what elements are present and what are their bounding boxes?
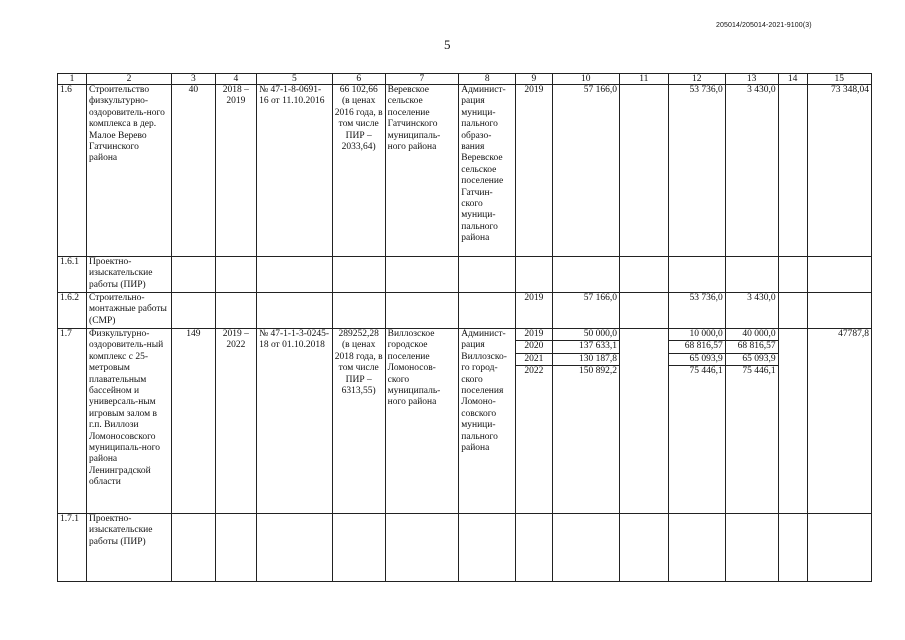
column-header: 10 [552, 74, 619, 85]
column-header: 6 [332, 74, 385, 85]
expertise-conclusion: № 47-1-1-3-0245-18 от 01.10.2018 [257, 329, 333, 514]
total-amount: 50 000,0 [553, 329, 619, 341]
table-row [58, 329, 872, 514]
regional-budget: 10 000,0 [669, 329, 725, 341]
table-row [58, 293, 872, 329]
year: 2019 [516, 85, 552, 257]
remaining-cost: 47787,8 [807, 329, 871, 514]
row-number: 1.7.1 [58, 514, 87, 582]
customer: Админист-рация Виллозско-го город-ского поселения Ломоно-совского муници-пального района [459, 329, 516, 514]
regional-budget: 68 816,57 [669, 341, 725, 353]
column-header: 12 [668, 74, 725, 85]
capacity: 40 [172, 85, 216, 257]
local-budget: 3 430,0 [725, 85, 778, 257]
estimated-cost: 289252,28 (в ценах 2018 года, в том числе ПИР – 6313,55) [332, 329, 385, 514]
document-code: 205014/205014-2021-9100(3) [716, 22, 812, 29]
column-header: 3 [172, 74, 216, 85]
total-amount: 57 166,0 [552, 293, 619, 329]
column-header: 8 [459, 74, 516, 85]
period: 2019 – 2022 [215, 329, 256, 514]
row-number: 1.6 [58, 85, 87, 257]
column-header: 5 [257, 74, 333, 85]
local-budget-list [725, 329, 778, 514]
column-header: 13 [725, 74, 778, 85]
total-amount: 150 892,2 [578, 366, 617, 377]
total-amount-list [552, 329, 619, 514]
expertise-conclusion: № 47-1-8-0691-16 от 11.10.2016 [257, 85, 333, 257]
year: 2020 [516, 341, 551, 353]
period: 2018 – 2019 [215, 85, 256, 257]
capacity: 149 [172, 329, 216, 514]
regional-budget: 75 446,1 [689, 366, 723, 377]
local-budget: 68 816,57 [726, 341, 778, 353]
column-header: 2 [87, 74, 172, 85]
municipality: Виллозское городское поселение Ломоносов-ского муниципаль-ного района [385, 329, 459, 514]
local-budget: 65 093,9 [726, 354, 778, 366]
column-header: 14 [778, 74, 807, 85]
table-row [58, 514, 872, 582]
column-header: 9 [516, 74, 552, 85]
row-number: 1.6.1 [58, 257, 87, 293]
page-number: 5 [444, 37, 451, 52]
customer: Админист-рация муници-пального образо-вания Веревское сельское поселение Гатчин-ского муници-пального района [459, 85, 516, 257]
data-table [57, 73, 872, 582]
cell-c14 [778, 85, 807, 257]
regional-budget-list [668, 329, 725, 514]
regional-budget: 53 736,0 [668, 293, 725, 329]
municipality: Веревское сельское поселение Гатчинского муниципаль-ного района [385, 85, 459, 257]
object-name: Строительство физкультурно-оздоровитель-ного комплекса в дер. Малое Верево Гатчинского района [87, 85, 172, 257]
cell-c11 [619, 85, 668, 257]
regional-budget: 53 736,0 [668, 85, 725, 257]
object-name: Проектно-изыскательские работы (ПИР) [87, 257, 172, 293]
object-name: Проектно-изыскательские работы (ПИР) [87, 514, 172, 582]
row-number: 1.6.2 [58, 293, 87, 329]
column-header: 1 [58, 74, 87, 85]
table-row [58, 85, 872, 257]
header-row [58, 74, 872, 85]
table-row [58, 257, 872, 293]
local-budget: 75 446,1 [742, 366, 776, 377]
year: 2019 [516, 293, 552, 329]
estimated-cost: 66 102,66 (в ценах 2016 года, в том числе ПИР – 2033,64) [332, 85, 385, 257]
year: 2019 [516, 329, 551, 341]
total-amount: 137 633,1 [553, 341, 619, 353]
total-amount: 130 187,8 [553, 354, 619, 366]
local-budget: 3 430,0 [725, 293, 778, 329]
column-header: 15 [807, 74, 871, 85]
object-name: Строительно-монтажные работы (СМР) [87, 293, 172, 329]
regional-budget: 65 093,9 [669, 354, 725, 366]
row-number: 1.7 [58, 329, 87, 514]
total-amount: 57 166,0 [552, 85, 619, 257]
year: 2021 [516, 354, 551, 366]
column-header: 4 [215, 74, 256, 85]
year: 2022 [524, 366, 544, 377]
column-header: 7 [385, 74, 459, 85]
local-budget: 40 000,0 [726, 329, 778, 341]
year-list [516, 329, 552, 514]
column-header: 11 [619, 74, 668, 85]
object-name: Физкультурно-оздоровитель-ный комплекс с 25-метровым плавательным бассейном и универсаль-ным игровым залом в г.п. Виллози Ломоносовского муниципаль-ного района Ленинградской области [87, 329, 172, 514]
remaining-cost: 73 348,04 [807, 85, 871, 257]
